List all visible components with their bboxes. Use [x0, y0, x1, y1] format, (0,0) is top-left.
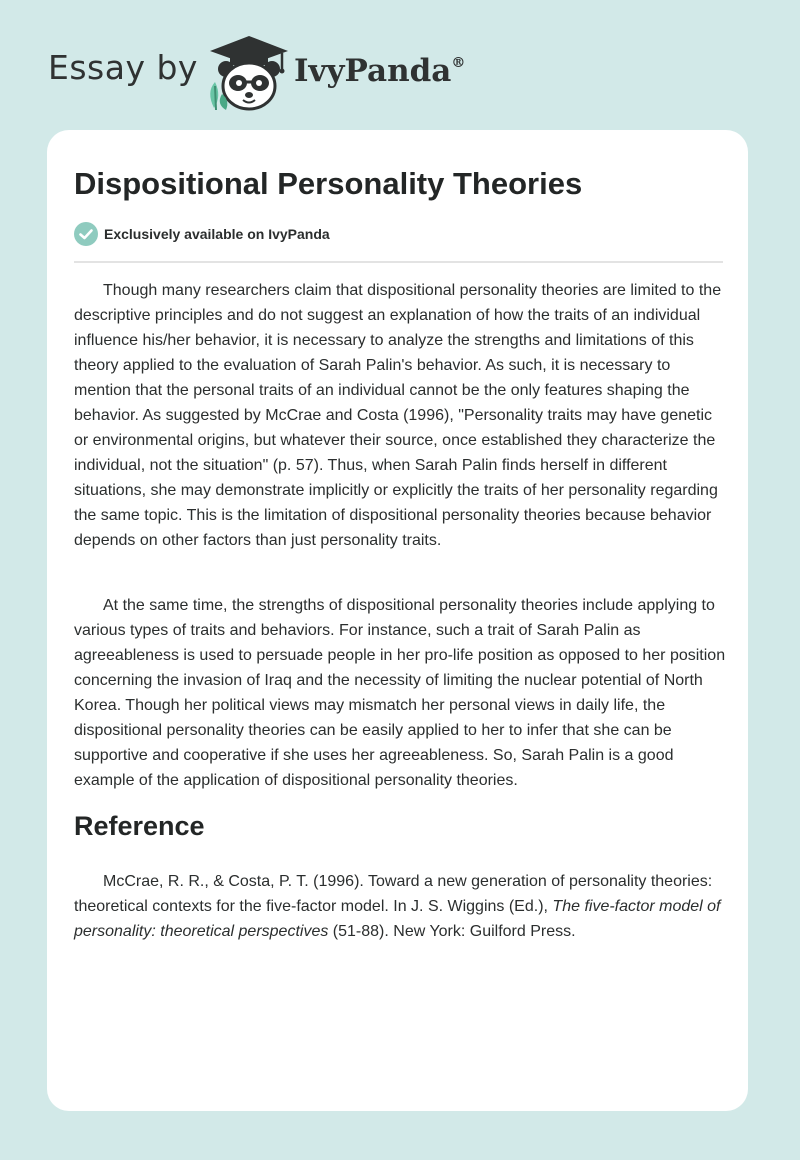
reference-entry	[74, 869, 726, 944]
body-paragraph: At the same time, the strengths of dispositional personality theories include applying to various types of traits and behaviors. For instance, such a trait of Sarah Palin as agreeableness is used to persuade people in her pro-life position as opposed to her position concerning the invasion of Iraq and the necessity of limiting the nuclear potential of North Korea. Though her political views may mismatch her personal views in daily life, the dispositional personality theories can be easily applied to her to infer that she can be supportive and cooperative if she uses her agreeableness. So, Sarah Palin is a good example of the application of dispositional personality theories.	[74, 597, 726, 789]
body-paragraph: Though many researchers claim that dispositional personality theories are limited to the descriptive principles and do not suggest an explanation of how the traits of an individual influence his/her behavior, it is necessary to analyze the strengths and limitations of this theory applied to the evaluation of Sarah Palin's behavior. As such, it is necessary to mention that the personal traits of an individual cannot be the only features shaping the behavior. As suggested by McCrae and Costa (1996), "Personality traits may have genetic or environmental origins, but whatever their source, once established they characterize the individual, not the situation" (p. 57). Thus, when Sarah Palin finds herself in different situations, she may demonstrate implicitly or explicitly the traits of her personality regarding the same topic. This is the limitation of dispositional personality theories because behavior depends on other factors than just personality traits.	[74, 282, 722, 549]
brand-header	[48, 28, 508, 118]
reference-authors: McCrae, R. R., & Costa, P. T. (1996). Toward a new generation of personality theories: theoretical contexts for the five-factor model. In J. S. Wiggins (Ed.),	[74, 873, 713, 915]
brand-name: IvyPanda®	[294, 53, 466, 89]
page-title: Dispositional Personality Theories	[74, 166, 583, 201]
brand-prefix: Essay by	[48, 48, 198, 87]
panda-logo-icon	[202, 34, 296, 112]
divider	[74, 261, 723, 263]
reference-heading: Reference	[74, 811, 205, 841]
reference-tail: (51-88). New York: Guilford Press.	[328, 923, 576, 940]
reference-book-title: The five-factor model of personality: theoretical perspectives	[74, 898, 721, 940]
badge-text: Exclusively available on IvyPanda	[104, 226, 330, 242]
essay-card	[47, 130, 748, 1111]
check-circle-icon	[74, 222, 98, 246]
exclusive-badge	[74, 222, 330, 246]
